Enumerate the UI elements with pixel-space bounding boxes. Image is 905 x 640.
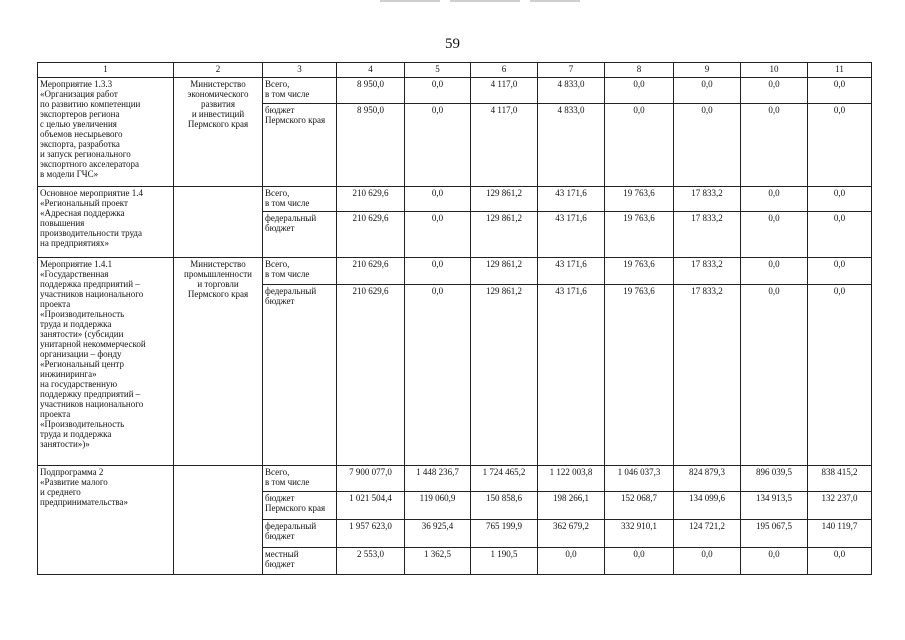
executor-cell bbox=[174, 466, 263, 575]
amount-cell: 43 171,6 bbox=[538, 187, 605, 212]
amount-cell: 0,0 bbox=[605, 104, 674, 187]
executor-cell: Министерство промышленности и торговли Пермского края bbox=[174, 258, 263, 466]
amount-cell: 152 068,7 bbox=[605, 492, 674, 520]
column-number-header: 7 bbox=[538, 63, 605, 78]
amount-cell: 0,0 bbox=[741, 548, 808, 575]
amount-cell: 1 046 037,3 bbox=[605, 466, 674, 492]
funding-source-cell: Всего, в том числе bbox=[263, 258, 337, 285]
amount-cell: 43 171,6 bbox=[538, 258, 605, 285]
column-number-header: 9 bbox=[674, 63, 741, 78]
amount-cell: 1 957 623,0 bbox=[337, 520, 405, 548]
amount-cell: 210 629,6 bbox=[337, 212, 405, 258]
amount-cell: 0,0 bbox=[405, 78, 471, 104]
amount-cell: 0,0 bbox=[405, 285, 471, 466]
activity-name-cell: Мероприятие 1.3.3 «Организация работ по развитию компетенции экспортеров региона с целью увеличения объемов несырьевого экспорта, разработка и запуск регионального экспортного акселератора в модели ГЧС» bbox=[38, 78, 174, 187]
activity-name-cell: Подпрограмма 2 «Развитие малого и среднего предпринимательства» bbox=[38, 466, 174, 575]
amount-cell: 129 861,2 bbox=[471, 187, 538, 212]
amount-cell: 332 910,1 bbox=[605, 520, 674, 548]
amount-cell: 0,0 bbox=[405, 187, 471, 212]
funding-source-cell: Всего, в том числе bbox=[263, 78, 337, 104]
amount-cell: 0,0 bbox=[405, 258, 471, 285]
amount-cell: 0,0 bbox=[808, 187, 872, 212]
amount-cell: 765 199,9 bbox=[471, 520, 538, 548]
amount-cell: 8 950,0 bbox=[337, 104, 405, 187]
column-number-header: 3 bbox=[263, 63, 337, 78]
amount-cell: 0,0 bbox=[538, 548, 605, 575]
amount-cell: 0,0 bbox=[808, 78, 872, 104]
amount-cell: 17 833,2 bbox=[674, 285, 741, 466]
amount-cell: 2 553,0 bbox=[337, 548, 405, 575]
amount-cell: 362 679,2 bbox=[538, 520, 605, 548]
scan-artifact bbox=[530, 0, 580, 2]
amount-cell: 0,0 bbox=[674, 104, 741, 187]
amount-cell: 210 629,6 bbox=[337, 187, 405, 212]
amount-cell: 0,0 bbox=[405, 104, 471, 187]
amount-cell: 19 763,6 bbox=[605, 187, 674, 212]
column-number-header: 8 bbox=[605, 63, 674, 78]
amount-cell: 140 119,7 bbox=[808, 520, 872, 548]
amount-cell: 0,0 bbox=[741, 187, 808, 212]
amount-cell: 0,0 bbox=[605, 78, 674, 104]
amount-cell: 129 861,2 bbox=[471, 258, 538, 285]
executor-cell: Министерство экономического развития и инвестиций Пермского края bbox=[174, 78, 263, 187]
column-number-header: 4 bbox=[337, 63, 405, 78]
funding-source-cell: Всего, в том числе bbox=[263, 466, 337, 492]
amount-cell: 0,0 bbox=[808, 548, 872, 575]
amount-cell: 896 039,5 bbox=[741, 466, 808, 492]
amount-cell: 0,0 bbox=[405, 212, 471, 258]
amount-cell: 1 448 236,7 bbox=[405, 466, 471, 492]
amount-cell: 838 415,2 bbox=[808, 466, 872, 492]
funding-source-cell: федеральный бюджет bbox=[263, 212, 337, 258]
amount-cell: 4 833,0 bbox=[538, 104, 605, 187]
amount-cell: 0,0 bbox=[741, 212, 808, 258]
amount-cell: 43 171,6 bbox=[538, 212, 605, 258]
funding-source-cell: местный бюджет bbox=[263, 548, 337, 575]
amount-cell: 1 362,5 bbox=[405, 548, 471, 575]
amount-cell: 0,0 bbox=[674, 548, 741, 575]
amount-cell: 0,0 bbox=[808, 258, 872, 285]
amount-cell: 210 629,6 bbox=[337, 258, 405, 285]
amount-cell: 124 721,2 bbox=[674, 520, 741, 548]
activity-name-cell: Основное мероприятие 1.4 «Региональный проект «Адресная поддержка повышения производительности труда на предприятиях» bbox=[38, 187, 174, 258]
amount-cell: 0,0 bbox=[741, 258, 808, 285]
funding-source-cell: Всего, в том числе bbox=[263, 187, 337, 212]
column-number-header: 11 bbox=[808, 63, 872, 78]
amount-cell: 134 913,5 bbox=[741, 492, 808, 520]
table-row bbox=[38, 78, 872, 104]
amount-cell: 1 122 003,8 bbox=[538, 466, 605, 492]
amount-cell: 19 763,6 bbox=[605, 285, 674, 466]
amount-cell: 0,0 bbox=[741, 78, 808, 104]
amount-cell: 195 067,5 bbox=[741, 520, 808, 548]
amount-cell: 134 099,6 bbox=[674, 492, 741, 520]
column-number-row bbox=[38, 63, 872, 78]
table-row bbox=[38, 466, 872, 492]
amount-cell: 119 060,9 bbox=[405, 492, 471, 520]
amount-cell: 0,0 bbox=[808, 212, 872, 258]
amount-cell: 0,0 bbox=[674, 78, 741, 104]
amount-cell: 8 950,0 bbox=[337, 78, 405, 104]
column-number-header: 1 bbox=[38, 63, 174, 78]
executor-cell bbox=[174, 187, 263, 258]
amount-cell: 0,0 bbox=[741, 285, 808, 466]
activity-name-cell: Мероприятие 1.4.1 «Государственная поддержка предприятий – участников национального проекта «Производительность труда и поддержка занятости» (субсидии унитарной некоммерческой организации – фонду «Региональный центр инжиниринга» на государственную поддержку предприятий – участников национального проекта «Производительность труда и поддержка занятости»)» bbox=[38, 258, 174, 466]
column-number-header: 6 bbox=[471, 63, 538, 78]
page-number: 59 bbox=[445, 36, 460, 52]
amount-cell: 19 763,6 bbox=[605, 258, 674, 285]
amount-cell: 132 237,0 bbox=[808, 492, 872, 520]
amount-cell: 198 266,1 bbox=[538, 492, 605, 520]
funding-source-cell: бюджет Пермского края bbox=[263, 104, 337, 187]
amount-cell: 210 629,6 bbox=[337, 285, 405, 466]
amount-cell: 1 724 465,2 bbox=[471, 466, 538, 492]
amount-cell: 1 190,5 bbox=[471, 548, 538, 575]
amount-cell: 17 833,2 bbox=[674, 258, 741, 285]
column-number-header: 5 bbox=[405, 63, 471, 78]
amount-cell: 7 900 077,0 bbox=[337, 466, 405, 492]
amount-cell: 129 861,2 bbox=[471, 212, 538, 258]
scan-artifact bbox=[450, 0, 520, 2]
amount-cell: 4 117,0 bbox=[471, 78, 538, 104]
amount-cell: 17 833,2 bbox=[674, 212, 741, 258]
amount-cell: 0,0 bbox=[605, 548, 674, 575]
amount-cell: 0,0 bbox=[741, 104, 808, 187]
amount-cell: 824 879,3 bbox=[674, 466, 741, 492]
amount-cell: 36 925,4 bbox=[405, 520, 471, 548]
amount-cell: 1 021 504,4 bbox=[337, 492, 405, 520]
column-number-header: 10 bbox=[741, 63, 808, 78]
amount-cell: 0,0 bbox=[808, 104, 872, 187]
amount-cell: 43 171,6 bbox=[538, 285, 605, 466]
table-row bbox=[38, 258, 872, 285]
amount-cell: 4 117,0 bbox=[471, 104, 538, 187]
amount-cell: 4 833,0 bbox=[538, 78, 605, 104]
funding-source-cell: бюджет Пермского края bbox=[263, 492, 337, 520]
amount-cell: 19 763,6 bbox=[605, 212, 674, 258]
amount-cell: 129 861,2 bbox=[471, 285, 538, 466]
budget-table bbox=[37, 62, 872, 575]
funding-source-cell: федеральный бюджет bbox=[263, 285, 337, 466]
scan-artifact bbox=[380, 0, 440, 2]
table-row bbox=[38, 187, 872, 212]
amount-cell: 0,0 bbox=[808, 285, 872, 466]
funding-source-cell: федеральный бюджет bbox=[263, 520, 337, 548]
amount-cell: 150 858,6 bbox=[471, 492, 538, 520]
amount-cell: 17 833,2 bbox=[674, 187, 741, 212]
column-number-header: 2 bbox=[174, 63, 263, 78]
